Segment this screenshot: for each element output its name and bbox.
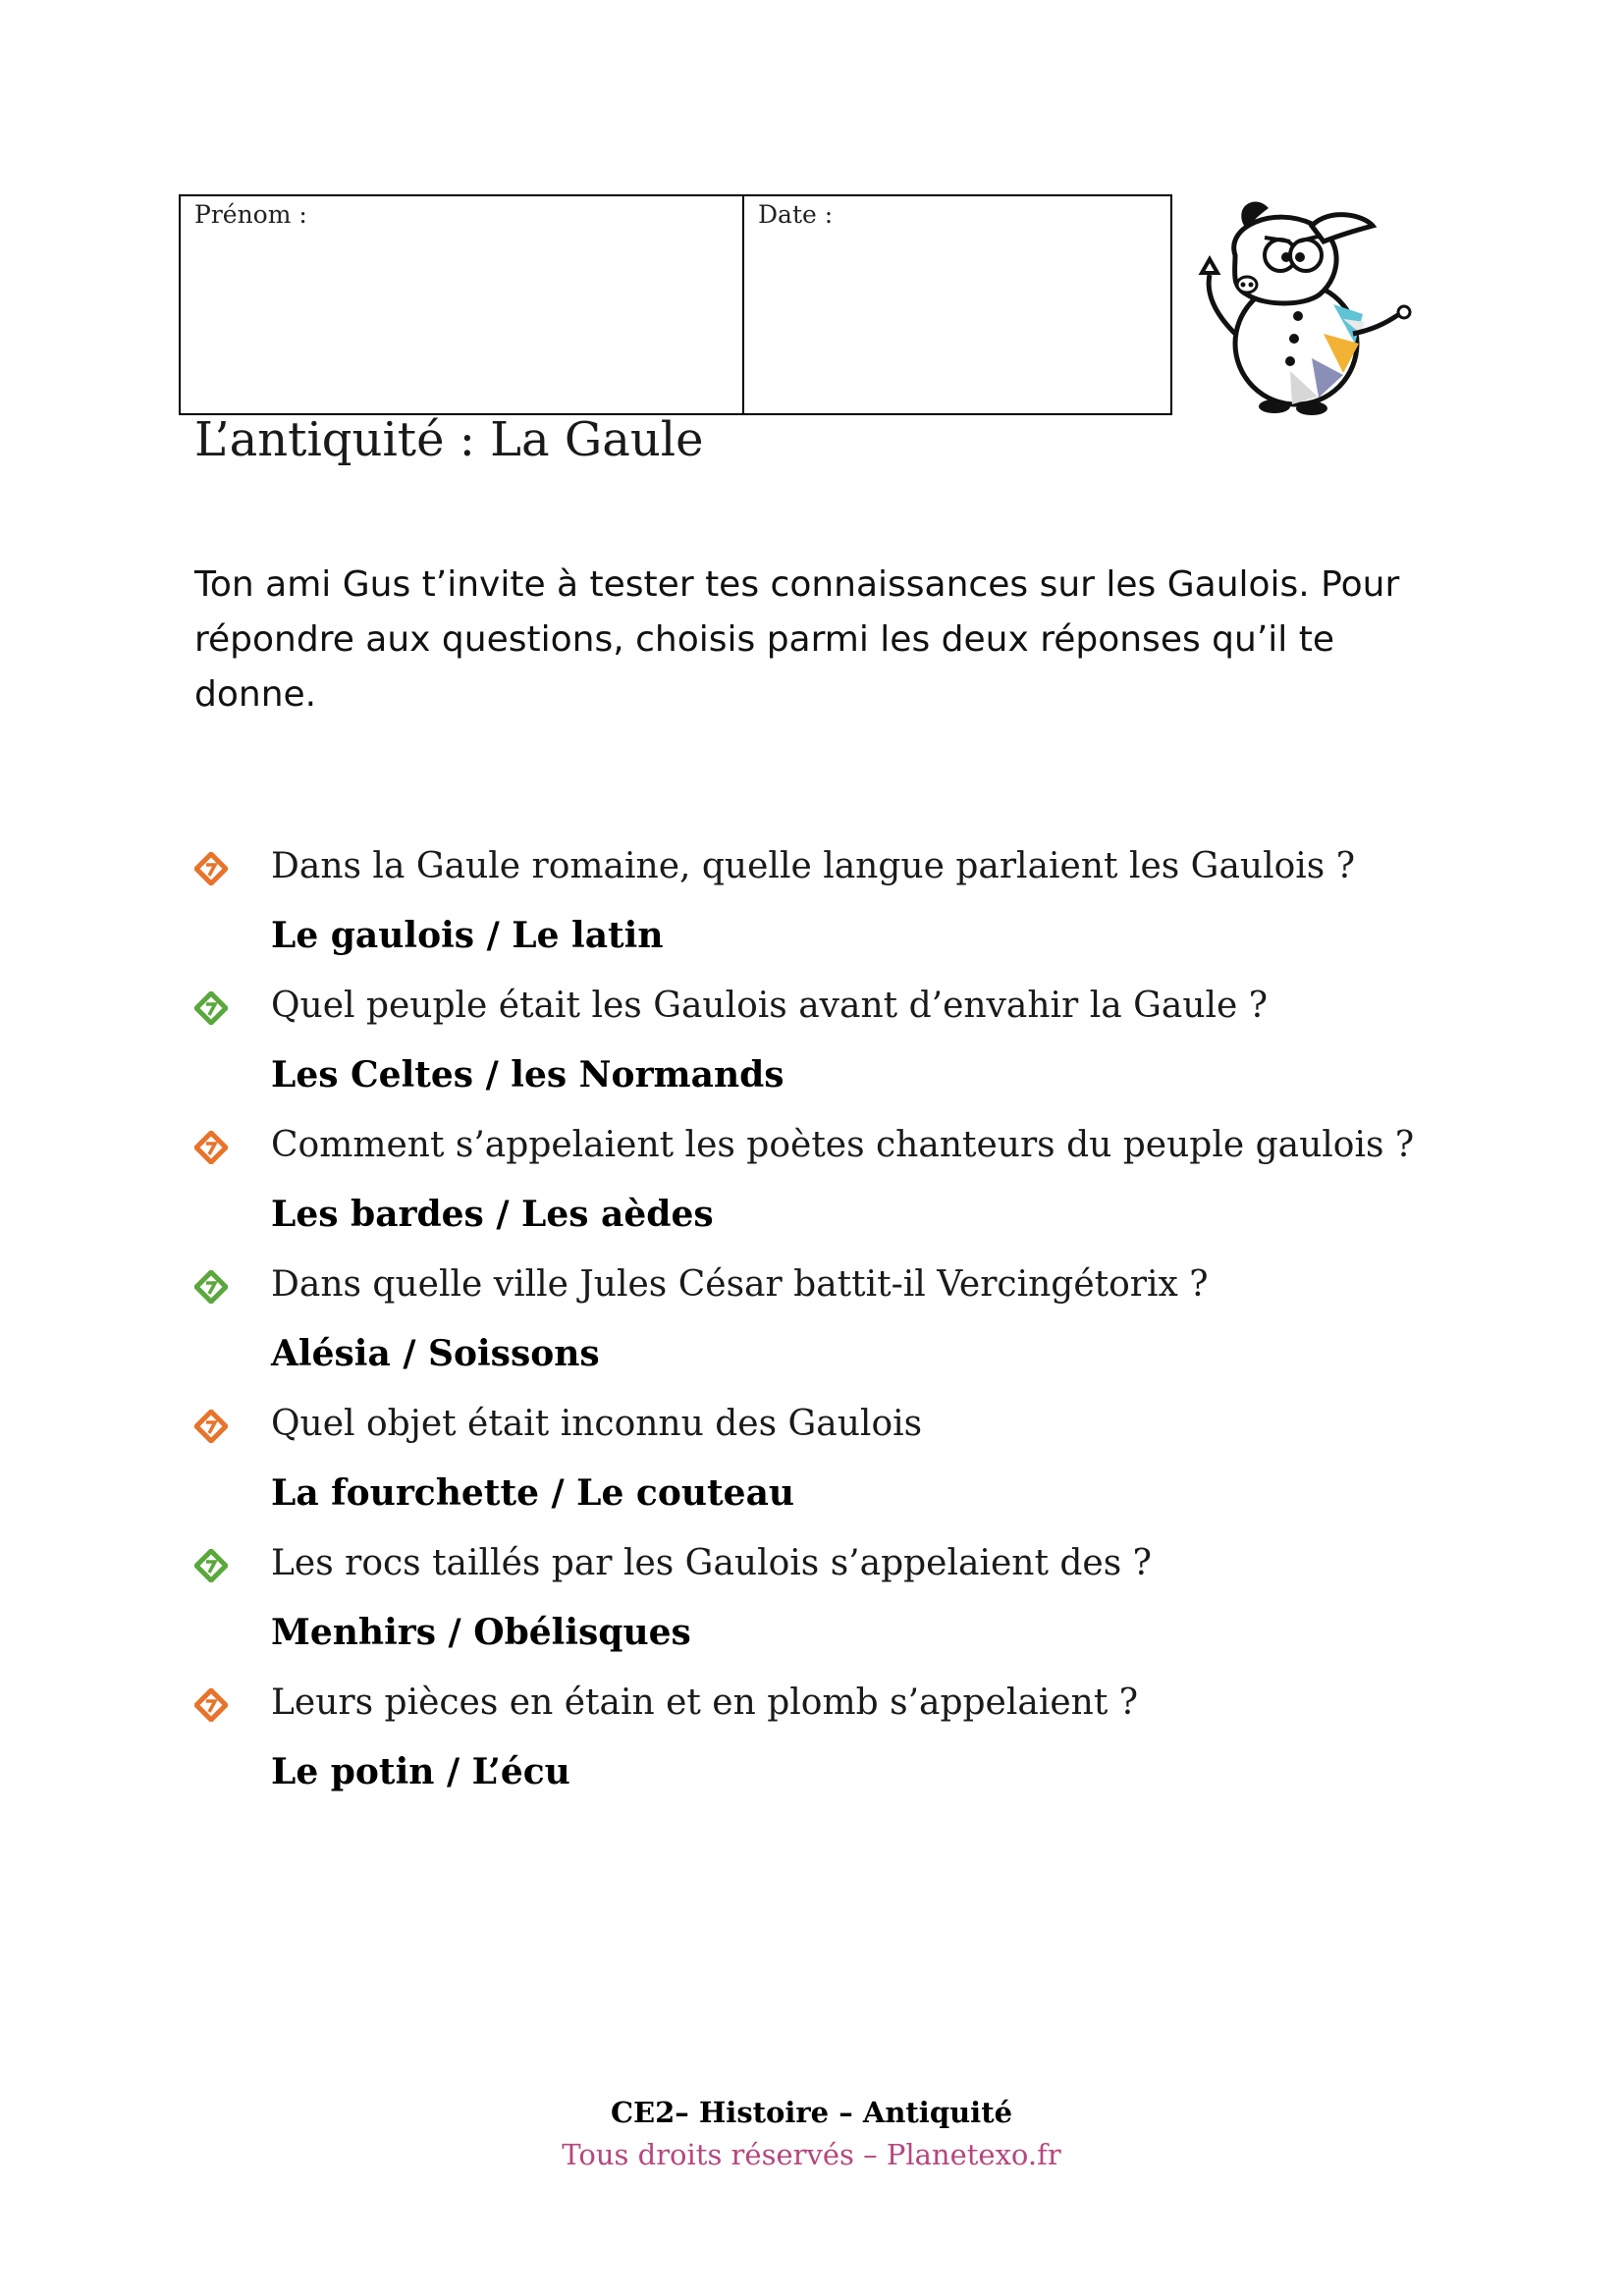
- question-item: [194, 1260, 1432, 1400]
- answer-choices[interactable]: Le potin / L’écu: [271, 1751, 570, 1792]
- green-diamond-icon: [194, 991, 228, 1025]
- date-field[interactable]: [744, 196, 1170, 413]
- gus-mascot-illustration: [1196, 196, 1414, 417]
- orange-diamond-icon: [194, 852, 228, 885]
- orange-diamond-icon: [194, 1410, 228, 1443]
- orange-diamond-icon: [194, 1131, 228, 1164]
- question-text: Les rocs taillés par les Gaulois s’appelaient des ?: [271, 1543, 1152, 1583]
- answer-choices[interactable]: Menhirs / Obélisques: [271, 1612, 691, 1653]
- question-item: [194, 842, 1432, 982]
- green-diamond-icon: [194, 1549, 228, 1582]
- date-label: Date :: [758, 200, 834, 229]
- answer-choices[interactable]: La fourchette / Le couteau: [271, 1472, 795, 1514]
- instructions-paragraph: Ton ami Gus t’invite à tester tes connaissances sur les Gaulois. Pour répondre aux questions, choisis parmi les deux réponses qu’il te donne.: [194, 564, 1400, 715]
- answer-choices[interactable]: Les bardes / Les aèdes: [271, 1194, 714, 1235]
- question-text: Leurs pièces en étain et en plomb s’appelaient ?: [271, 1682, 1139, 1723]
- prenom-field[interactable]: [181, 196, 744, 413]
- question-text: Comment s’appelaient les poètes chanteurs du peuple gaulois ?: [271, 1125, 1415, 1165]
- question-item: [194, 1679, 1432, 1818]
- green-diamond-icon: [194, 1270, 228, 1304]
- question-item: [194, 1400, 1432, 1539]
- question-list: [194, 842, 1432, 1818]
- footer-copyright: Tous droits réservés – Planetexo.fr: [562, 2138, 1061, 2171]
- name-date-table: [179, 194, 1172, 415]
- answer-choices[interactable]: Alésia / Soissons: [271, 1333, 600, 1374]
- question-item: [194, 1121, 1432, 1260]
- answer-choices[interactable]: Le gaulois / Le latin: [271, 915, 664, 956]
- prenom-label: Prénom :: [194, 200, 307, 229]
- answer-choices[interactable]: Les Celtes / les Normands: [271, 1054, 784, 1095]
- question-item: [194, 982, 1432, 1121]
- question-text: Dans quelle ville Jules César battit-il Vercingétorix ?: [271, 1264, 1209, 1305]
- orange-diamond-icon: [194, 1688, 228, 1722]
- question-text: Quel peuple était les Gaulois avant d’envahir la Gaule ?: [271, 986, 1269, 1026]
- question-text: Dans la Gaule romaine, quelle langue parlaient les Gaulois ?: [271, 846, 1356, 886]
- question-item: [194, 1539, 1432, 1679]
- page-title: L’antiquité : La Gaule: [194, 412, 704, 467]
- footer-course-label: CE2– Histoire – Antiquité: [610, 2096, 1013, 2129]
- question-text: Quel objet était inconnu des Gaulois: [271, 1404, 923, 1444]
